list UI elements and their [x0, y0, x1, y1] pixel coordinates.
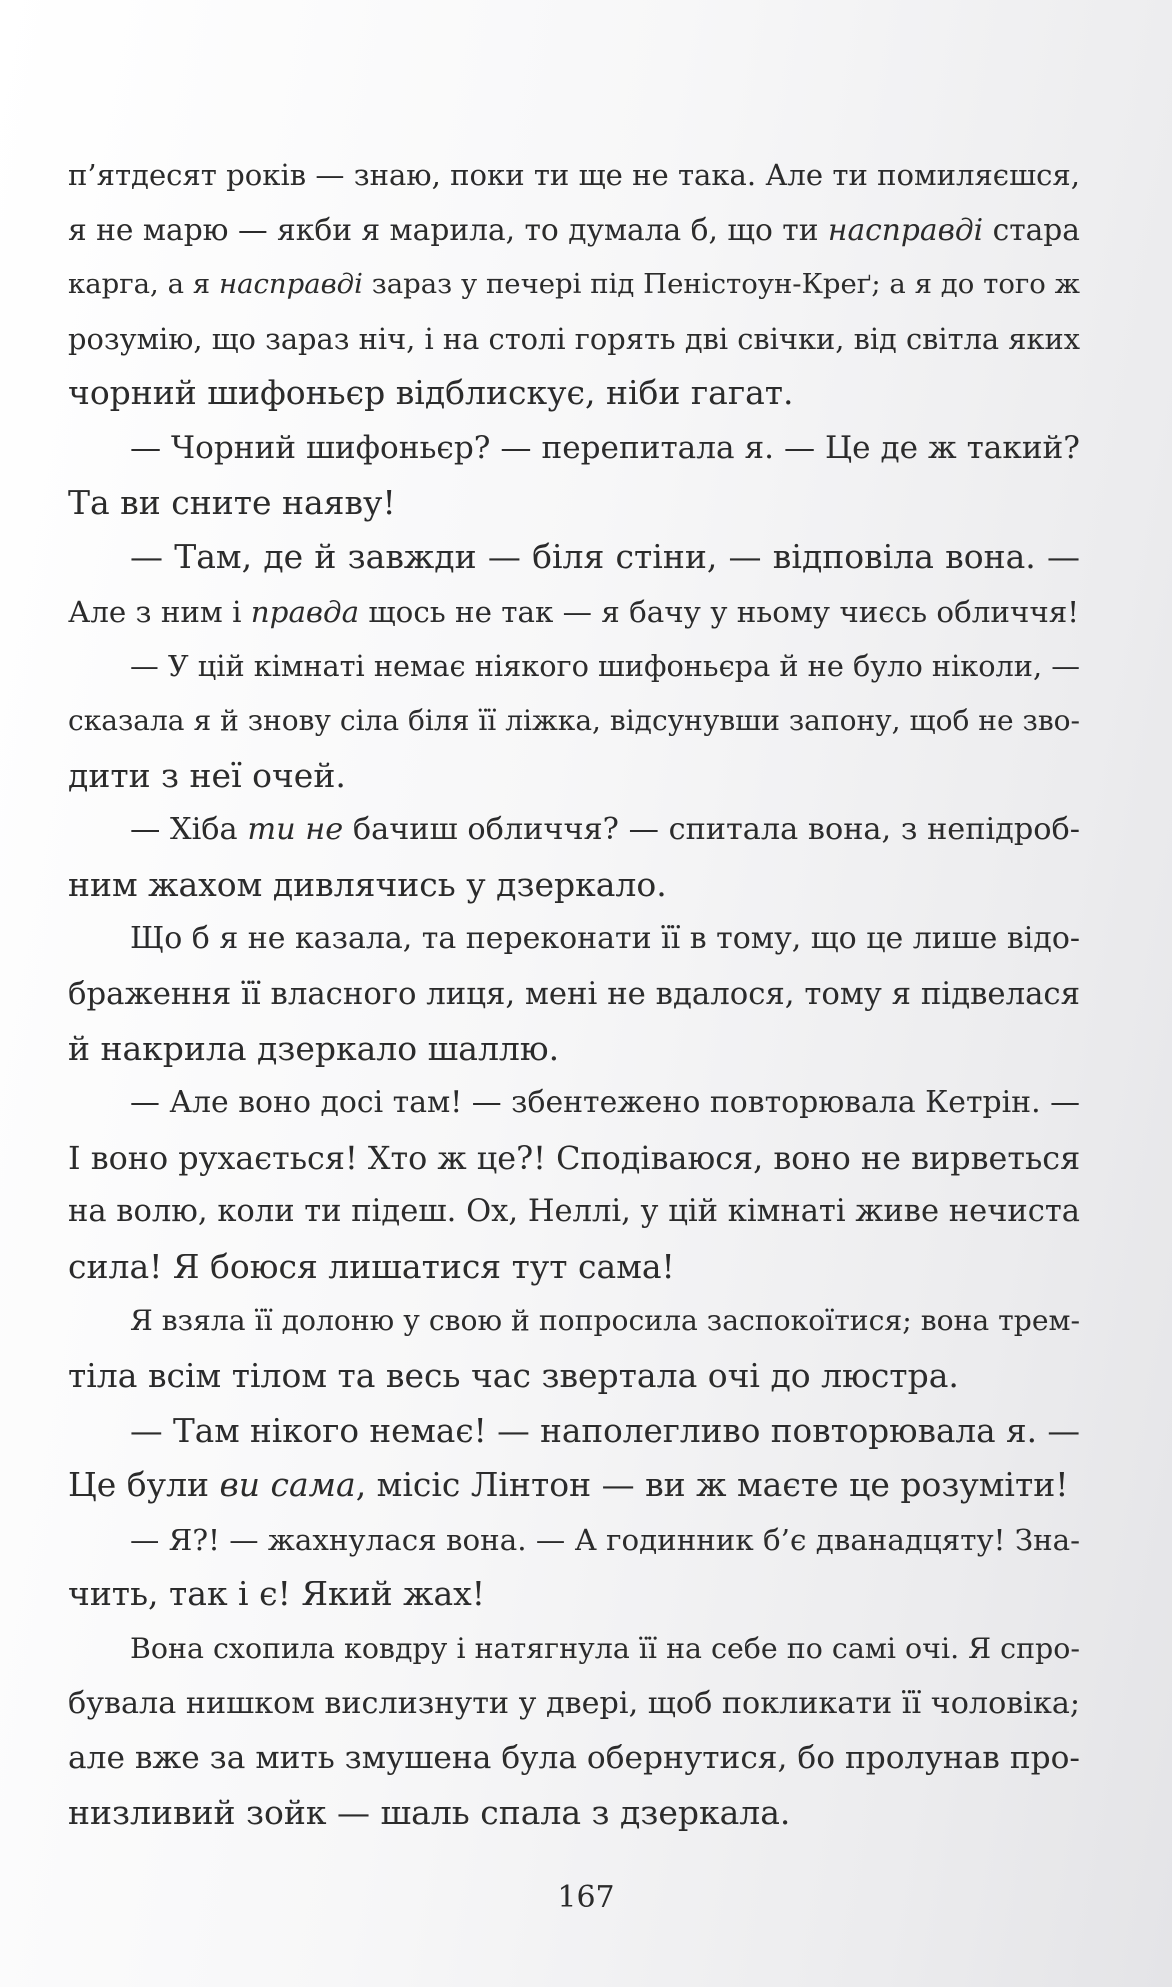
text-line [68, 967, 1080, 1022]
text-run: , місіс Лінтон — ви ж маєте це розуміти! [355, 1465, 1069, 1505]
text-run: Я взяла її долоню у свою й попросила заспокоїтися; вона трем- [130, 1304, 1080, 1338]
page-number: 167 [557, 1880, 615, 1915]
text-run: зараз у печері під Пеністоун-Креґ; а я до того ж [362, 268, 1080, 301]
text-run: Вона схопила ковдру і натягнула її на себе по самі очі. Я спро- [130, 1632, 1080, 1666]
text-line [68, 476, 1080, 531]
text-line [68, 1513, 1080, 1568]
text-run: Що б я не казала, та переконати її в тому, що це лише відо- [130, 921, 1080, 957]
text-run: — Хіба [130, 812, 248, 848]
text-line [68, 1240, 1080, 1295]
text-line [68, 1677, 1080, 1732]
text-run: чить, так і є! Який жах! [68, 1574, 485, 1614]
text-run: Але з ним і [68, 594, 251, 629]
text-run: бачиш обличчя? — спитала вона, з непідроб- [343, 812, 1080, 848]
text-line [68, 1458, 1080, 1513]
text-line [68, 530, 1080, 585]
text-run: на волю, коли ти підеш. Ох, Неллі, у цій кімнаті живе нечиста [68, 1194, 1080, 1230]
text-line [68, 421, 1080, 476]
text-run: стара [983, 211, 1080, 247]
text-line [68, 1294, 1080, 1349]
text-line [68, 1731, 1080, 1786]
text-run: карга, а я [68, 268, 219, 301]
text-line [68, 858, 1080, 913]
text-line [68, 1567, 1080, 1622]
text-run: І воно рухається! Хто ж це?! Сподіваюся, воно не вирветься [68, 1138, 1081, 1177]
italic-text: правда [250, 594, 360, 629]
text-run: браження її власного лиця, мені не вдалося, тому я підвелася [68, 975, 1080, 1012]
text-line [68, 1622, 1080, 1677]
text-run: — У цій кімнаті немає ніякого шифоньєра й не було ніколи, — [130, 649, 1080, 684]
text-line [68, 1022, 1080, 1077]
text-line [68, 749, 1080, 804]
text-run: чорний шифоньєр відблискує, ніби гагат. [68, 373, 794, 413]
text-line [68, 203, 1080, 258]
text-line [68, 1349, 1080, 1404]
text-run: низливий зойк — шаль спала з дзеркала. [68, 1792, 791, 1832]
text-line [68, 639, 1080, 694]
text-run: — Я?! — жахнулася вона. — А годинник б’є дванадцяту! Зна- [130, 1522, 1080, 1557]
text-run: але вже за мить змушена була обернутися, бо пролунав про- [68, 1740, 1080, 1777]
text-line [68, 1404, 1080, 1459]
text-run: сила! Я боюся лишатися тут сама! [68, 1246, 675, 1286]
text-line [68, 148, 1080, 203]
text-line [68, 694, 1080, 749]
text-run: Та ви сните наяву! [68, 482, 396, 522]
text-line [68, 1076, 1080, 1131]
text-line [68, 366, 1080, 421]
text-line [68, 803, 1080, 858]
text-line [68, 312, 1080, 367]
text-run: сказала я й знову сіла біля її ліжка, відсунувши запону, щоб не зво- [68, 703, 1080, 737]
page-body-text [68, 148, 1080, 1840]
text-run: й накрила дзеркало шаллю. [68, 1028, 560, 1068]
text-run: щось не так — я бачу у ньому чиєсь обличчя! [359, 594, 1079, 629]
text-line [68, 1786, 1080, 1841]
text-line [68, 257, 1080, 312]
italic-text: ви сама [219, 1465, 356, 1505]
text-line [68, 1131, 1080, 1186]
text-run: дити з неї очей. [68, 755, 346, 795]
text-line [68, 912, 1080, 967]
text-run: Це були [68, 1465, 220, 1505]
text-run: я не марю — якби я марила, то думала б, що ти [68, 211, 828, 247]
text-run: — Але воно досі там! — збентежено повторювала Кетрін. — [130, 1085, 1080, 1121]
italic-text: насправді [827, 211, 984, 247]
text-line [68, 585, 1080, 640]
text-run: — Там нікого немає! — наполегливо повторювала я. — [130, 1411, 1080, 1450]
text-run: розумію, що зараз ніч, і на столі горять дві свічки, від світла яких [68, 321, 1081, 356]
italic-text: насправді [218, 268, 363, 301]
text-run: тіла всім тілом та весь час звертала очі до люстра. [68, 1356, 959, 1396]
text-run: — Там, де й завжди — біля стіни, — відповіла вона. — [130, 537, 1080, 577]
text-line [68, 1185, 1080, 1240]
italic-text: ти не [247, 812, 344, 848]
text-run: — Чорний шифоньєр? — перепитала я. — Це де ж такий? [130, 429, 1080, 466]
text-run: бувала нишком вислизнути у двері, щоб покликати її чоловіка; [68, 1685, 1081, 1721]
text-run: п’ятдесят років — знаю, поки ти ще не така. Але ти помиляєшся, [68, 158, 1080, 192]
text-run: ним жахом дивлячись у дзеркало. [68, 864, 667, 904]
